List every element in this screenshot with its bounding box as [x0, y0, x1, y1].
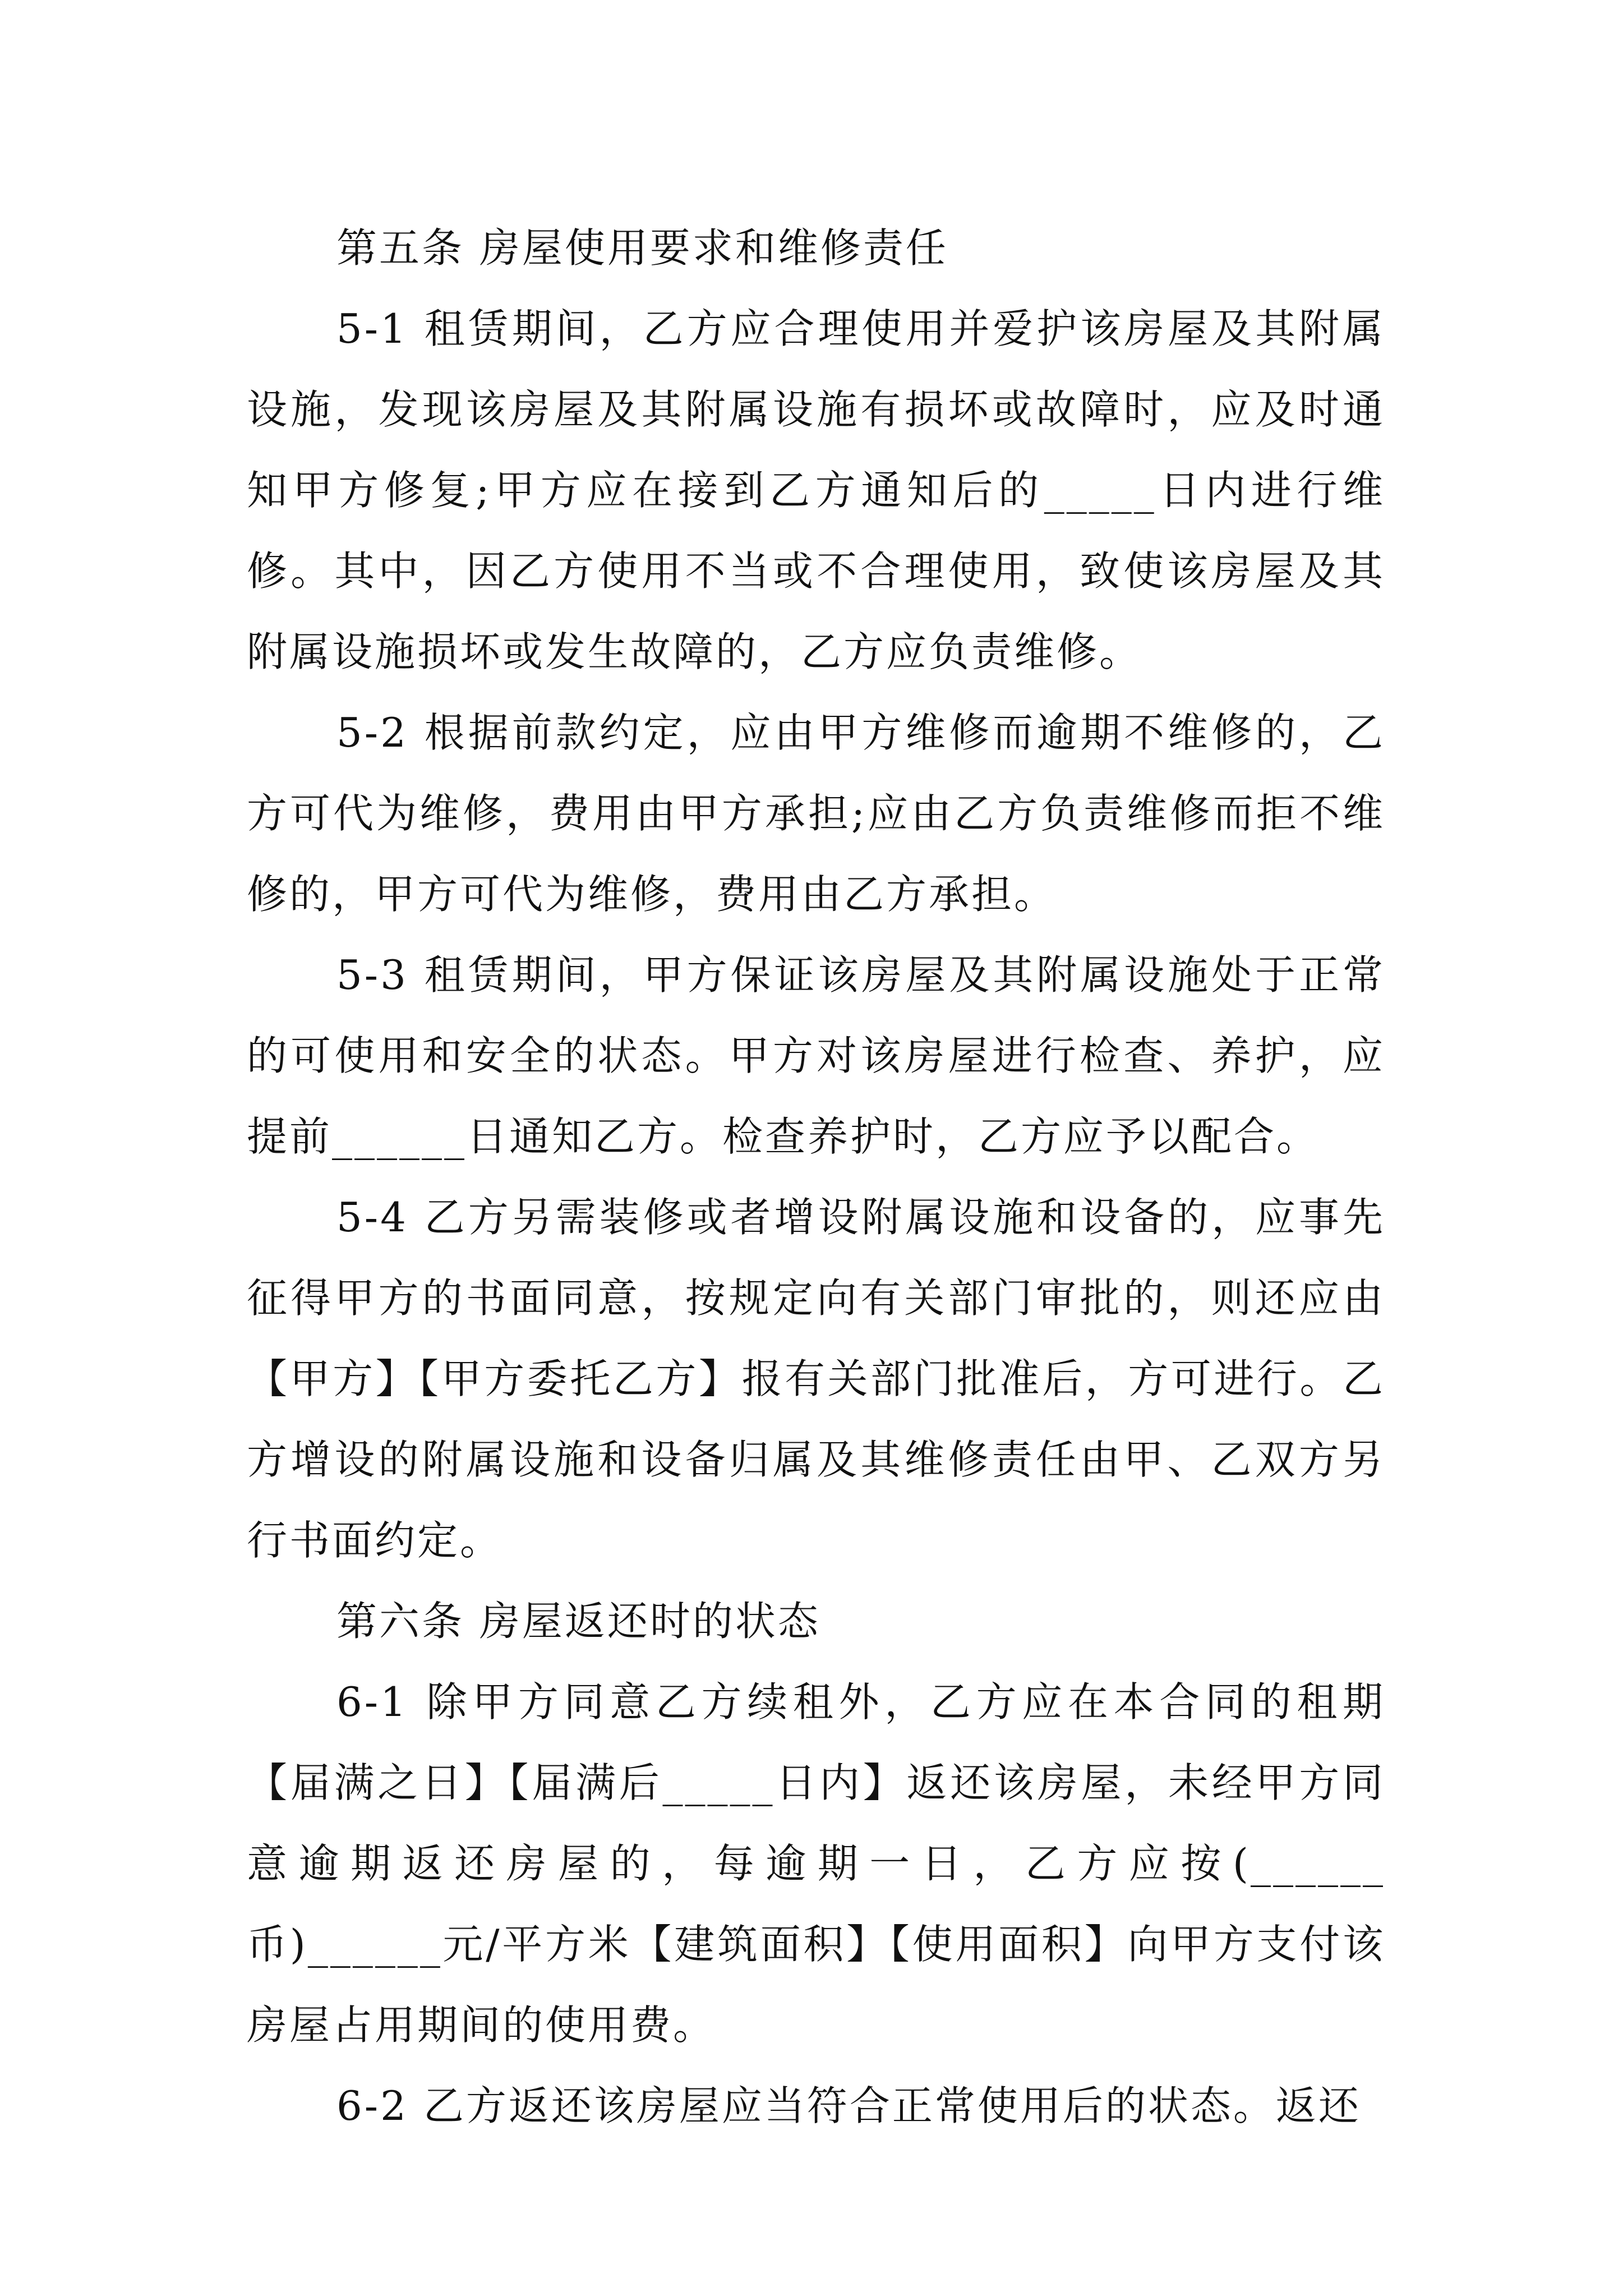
document-body [247, 208, 1385, 2146]
clause-5-2: 5-2 根据前款约定，应由甲方维修而逾期不维修的，乙方可代为维修，费用由甲方承担;应由乙方负责维修而拒不维修的，甲方可代为维修，费用由乙方承担。 [247, 709, 1385, 918]
article-6-heading: 第六条 房屋返还时的状态 [336, 1598, 820, 1645]
clause-6-2: 6-2 乙方返还该房屋应当符合正常使用后的状态。返还 [336, 2082, 1361, 2129]
clause-5-1: 5-1 租赁期间，乙方应合理使用并爱护该房屋及其附属设施，发现该房屋及其附属设施有损坏或故障时，应及时通知甲方修复;甲方应在接到乙方通知后的_____日内进行维修。其中，因乙方使用不当或不合理使用，致使该房屋及其附属设施损坏或发生故障的，乙方应负责维修。 [247, 305, 1385, 675]
article-5-heading: 第五条 房屋使用要求和维修责任 [336, 224, 948, 272]
clause-5-3: 5-3 租赁期间，甲方保证该房屋及其附属设施处于正常的可使用和安全的状态。甲方对该房屋进行检查、养护，应提前______日通知乙方。检查养护时，乙方应予以配合。 [247, 951, 1385, 1160]
clause-6-1: 6-1 除甲方同意乙方续租外，乙方应在本合同的租期【届满之日】【届满后_____日内】返还该房屋，未经甲方同意逾期返还房屋的，每逾期一日，乙方应按(______币)______元/平方米【建筑面积】【使用面积】向甲方支付该房屋占用期间的使用费。 [247, 1678, 1385, 2049]
clause-5-4: 5-4 乙方另需装修或者增设附属设施和设备的，应事先征得甲方的书面同意，按规定向有关部门审批的，则还应由【甲方】【甲方委托乙方】报有关部门批准后，方可进行。乙方增设的附属设施和设备归属及其维修责任由甲、乙双方另行书面约定。 [247, 1194, 1385, 1564]
